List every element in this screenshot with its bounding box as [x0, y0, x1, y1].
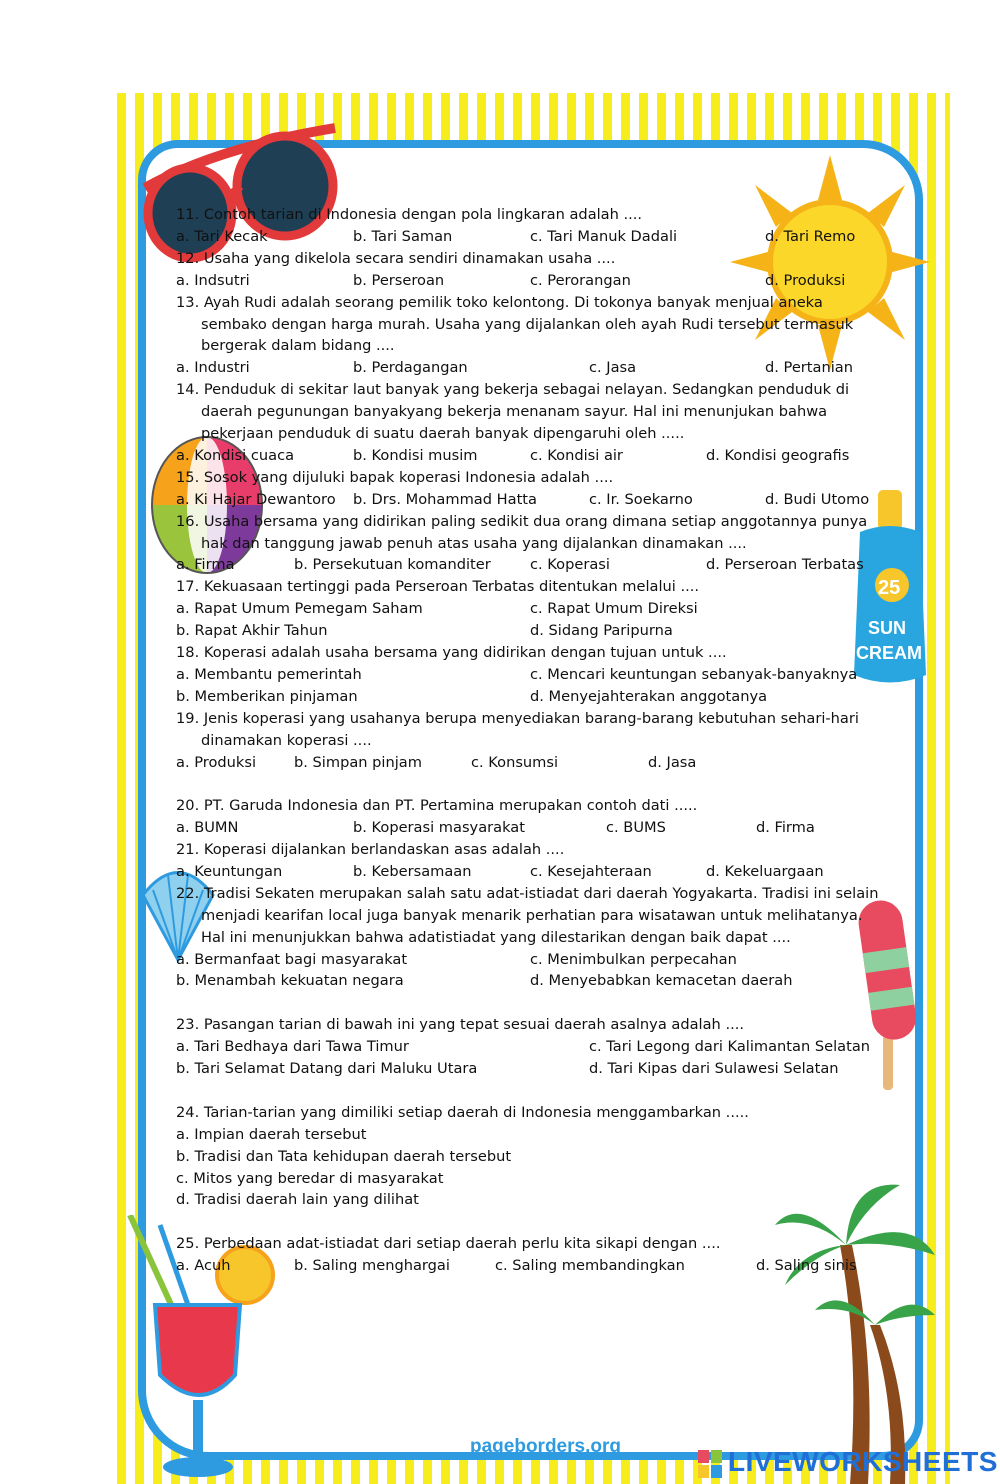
spacer: [176, 1211, 876, 1233]
answer-option[interactable]: b. Kondisi musim: [353, 446, 478, 464]
answer-option[interactable]: d. Sidang Paripurna: [530, 622, 673, 640]
answer-option[interactable]: b. Rapat Akhir Tahun: [176, 622, 328, 640]
option-row: [176, 817, 876, 839]
question-text: 16. Usaha bersama yang didirikan paling sedikit dua orang dimana setiap anggotannya punya: [176, 512, 868, 530]
answer-option[interactable]: a. BUMN: [176, 819, 239, 837]
option-row: [176, 1036, 876, 1058]
liveworksheets-watermark: LIVEWORKSHEETS: [728, 1446, 998, 1477]
option-row: [176, 1146, 876, 1168]
answer-option[interactable]: a. Impian daerah tersebut: [176, 1125, 367, 1143]
option-row: [176, 445, 876, 467]
question-text-continued: hak dan tanggung jawab penuh atas usaha yang dijalankan dinamakan ....: [201, 534, 747, 552]
answer-option[interactable]: c. Jasa: [589, 359, 637, 377]
spacer: [176, 1080, 876, 1102]
answer-option[interactable]: c. Perorangan: [530, 271, 631, 289]
question-text: 24. Tarian-tarian yang dimiliki setiap daerah di Indonesia menggambarkan .....: [176, 1103, 749, 1121]
answer-option[interactable]: c. Koperasi: [530, 556, 610, 574]
option-row: [176, 970, 876, 992]
option-row: [176, 357, 876, 379]
answer-option[interactable]: c. BUMS: [606, 819, 666, 837]
answer-option[interactable]: a. Keuntungan: [176, 862, 283, 880]
answer-option[interactable]: d. Saling sinis: [756, 1257, 857, 1275]
answer-option[interactable]: c. Kesejahteraan: [530, 862, 652, 880]
answer-option[interactable]: a. Rapat Umum Pemegam Saham: [176, 600, 423, 618]
sunscreen-label-cream: CREAM: [856, 643, 922, 663]
answer-option[interactable]: d. Pertanian: [765, 359, 853, 377]
option-row: [176, 226, 876, 248]
answer-option[interactable]: a. Membantu pemerintah: [176, 665, 362, 683]
answer-option[interactable]: a. Firma: [176, 556, 235, 574]
sunscreen-number: 25: [878, 577, 901, 599]
answer-option[interactable]: b. Saling menghargai: [294, 1257, 450, 1275]
question-text: 12. Usaha yang dikelola secara sendiri dinamakan usaha ....: [176, 249, 616, 267]
question-text: 18. Koperasi adalah usaha bersama yang didirikan dengan tujuan untuk ....: [176, 644, 727, 661]
option-row: [176, 1058, 876, 1080]
spacer: [176, 992, 876, 1014]
answer-option[interactable]: c. Kondisi air: [530, 446, 623, 464]
question-text-continued: pekerjaan penduduk di suatu daerah banyak dipengaruhi oleh .....: [201, 425, 685, 443]
answer-option[interactable]: c. Ir. Soekarno: [589, 490, 693, 508]
answer-option[interactable]: c. Tari Legong dari Kalimantan Selatan: [589, 1038, 871, 1056]
question-text-continued: sembako dengan harga murah. Usaha yang dijalankan oleh ayah Rudi tersebut termasuk: [201, 315, 854, 333]
answer-option[interactable]: d. Firma: [756, 819, 815, 837]
answer-option[interactable]: d. Tari Remo: [765, 227, 856, 245]
answer-option[interactable]: b. Drs. Mohammad Hatta: [353, 490, 537, 508]
answer-option[interactable]: a. Tari Kecak: [176, 227, 268, 245]
answer-option[interactable]: a. Acuh: [176, 1257, 231, 1275]
answer-option[interactable]: d. Tradisi daerah lain yang dilihat: [176, 1191, 419, 1209]
question-text: 14. Penduduk di sekitar laut banyak yang bekerja sebagai nelayan. Sedangkan penduduk di: [176, 381, 850, 399]
answer-option[interactable]: b. Koperasi masyarakat: [353, 819, 525, 837]
answer-option[interactable]: a. Tari Bedhaya dari Tawa Timur: [176, 1038, 409, 1056]
option-row: [176, 270, 876, 292]
answer-option[interactable]: b. Memberikan pinjaman: [176, 687, 358, 705]
option-row: [176, 1168, 876, 1190]
question-text: 20. PT. Garuda Indonesia dan PT. Pertamina merupakan contoh dati .....: [176, 797, 698, 815]
answer-option[interactable]: a. Kondisi cuaca: [176, 446, 295, 464]
answer-option[interactable]: a. Produksi: [176, 753, 256, 771]
answer-option[interactable]: c. Menimbulkan perpecahan: [530, 950, 737, 968]
option-row: [176, 1255, 876, 1277]
option-row: [176, 620, 876, 642]
question-text: 15. Sosok yang dijuluki bapak koperasi Indonesia adalah ....: [176, 468, 614, 486]
answer-option[interactable]: a. Indsutri: [176, 271, 250, 289]
answer-option[interactable]: b. Simpan pinjam: [294, 753, 422, 771]
question-text-continued: bergerak dalam bidang ....: [201, 337, 395, 355]
answer-option[interactable]: c. Mitos yang beredar di masyarakat: [176, 1169, 444, 1187]
answer-option[interactable]: a. Ki Hajar Dewantoro: [176, 490, 336, 508]
answer-option[interactable]: c. Tari Manuk Dadali: [530, 227, 678, 245]
option-row: [176, 598, 876, 620]
question-text: 13. Ayah Rudi adalah seorang pemilik toko kelontong. Di tokonya banyak menjual aneka: [176, 293, 823, 311]
question-text: 19. Jenis koperasi yang usahanya berupa menyediakan barang-barang kebutuhan sehari-hari: [176, 709, 859, 727]
question-text: 17. Kekuasaan tertinggi pada Perseroan Terbatas ditentukan melalui ....: [176, 578, 700, 596]
option-row: [176, 949, 876, 971]
answer-option[interactable]: d. Produksi: [765, 271, 846, 289]
answer-option[interactable]: b. Persekutuan komanditer: [294, 556, 491, 574]
answer-option[interactable]: d. Budi Utomo: [765, 490, 870, 508]
answer-option[interactable]: b. Tari Selamat Datang dari Maluku Utara: [176, 1060, 478, 1078]
question-text-continued: dinamakan koperasi ....: [201, 731, 372, 749]
answer-option[interactable]: d. Jasa: [648, 753, 697, 771]
answer-option[interactable]: c. Konsumsi: [471, 753, 559, 771]
option-row: [176, 752, 876, 774]
answer-option[interactable]: d. Kondisi geografis: [706, 446, 850, 464]
option-row: [176, 554, 876, 576]
answer-option[interactable]: c. Rapat Umum Direksi: [530, 600, 698, 618]
option-row: [176, 686, 876, 708]
question-text: 25. Perbedaan adat-istiadat dari setiap daerah perlu kita sikapi dengan ....: [176, 1235, 721, 1253]
liveworksheets-logo-icon: [698, 1450, 722, 1478]
answer-option[interactable]: b. Tari Saman: [353, 227, 453, 245]
answer-option[interactable]: d. Perseroan Terbatas: [706, 556, 864, 574]
option-row: [176, 664, 876, 686]
pageborders-brand: pageborders.org: [470, 1436, 621, 1457]
option-row: [176, 1124, 876, 1146]
answer-option[interactable]: c. Saling membandingkan: [495, 1257, 685, 1275]
answer-option[interactable]: b. Menambah kekuatan negara: [176, 972, 404, 990]
answer-option[interactable]: a. Bermanfaat bagi masyarakat: [176, 950, 408, 968]
option-row: [176, 1189, 876, 1211]
answer-option[interactable]: b. Kebersamaan: [353, 862, 472, 880]
option-row: [176, 861, 876, 883]
question-list: [176, 204, 879, 1277]
answer-option[interactable]: b. Perseroan: [353, 271, 445, 289]
answer-option[interactable]: d. Menyejahterakan anggotanya: [530, 687, 768, 705]
answer-option[interactable]: d. Menyebabkan kemacetan daerah: [530, 972, 793, 990]
answer-option[interactable]: a. Industri: [176, 359, 250, 377]
question-text: 21. Koperasi dijalankan berlandaskan asas adalah ....: [176, 841, 565, 859]
question-text: 22. Tradisi Sekaten merupakan salah satu adat-istiadat dari daerah Yogyakarta. Tradisi ini selain: [176, 884, 879, 902]
spacer: [176, 773, 876, 795]
answer-option[interactable]: b. Tradisi dan Tata kehidupan daerah tersebut: [176, 1147, 512, 1165]
answer-option[interactable]: d. Tari Kipas dari Sulawesi Selatan: [589, 1060, 839, 1078]
option-row: [176, 489, 876, 511]
answer-option[interactable]: c. Mencari keuntungan sebanyak-banyaknya: [530, 665, 858, 683]
question-text-continued: daerah pegunungan banyakyang bekerja menanam sayur. Hal ini menunjukan bahwa: [201, 403, 828, 421]
question-text: 11. Contoh tarian di Indonesia dengan pola lingkaran adalah ....: [176, 206, 643, 223]
answer-option[interactable]: d. Kekeluargaan: [706, 862, 824, 880]
answer-option[interactable]: b. Perdagangan: [353, 359, 468, 377]
question-text-continued: menjadi kearifan local juga banyak menarik perhatian para wisatawan untuk melihatanya.: [201, 906, 863, 924]
question-text-continued: Hal ini menunjukkan bahwa adatistiadat yang dilestarikan dengan baik dapat ....: [201, 928, 791, 946]
sunscreen-label-sun: SUN: [868, 618, 907, 638]
question-text: 23. Pasangan tarian di bawah ini yang tepat sesuai daerah asalnya adalah ....: [176, 1016, 744, 1034]
